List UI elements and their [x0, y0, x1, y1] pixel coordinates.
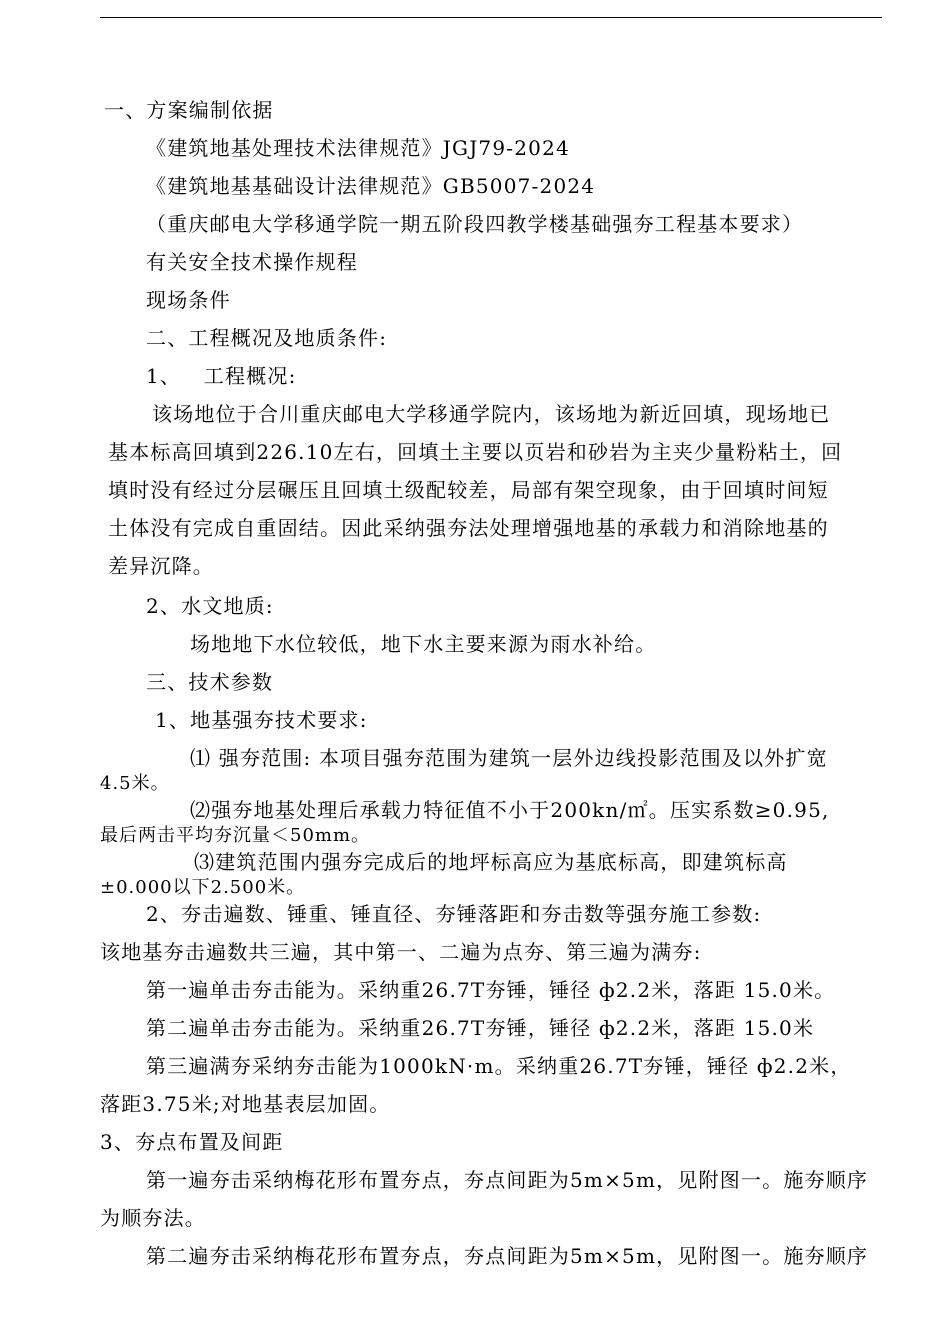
- heading-parameters: 三、技术参数: [146, 670, 274, 694]
- basis-item-3: （重庆邮电大学移通学院一期五阶段四教学楼基础强夯工程基本要求）: [146, 212, 804, 236]
- subheading-overview: 1、 工程概况:: [146, 364, 297, 388]
- pass-1-text: 第一遍单击夯击能为。采纳重26.7T夯锤，锤径 ф2.2米，落距 15.0米。: [146, 978, 836, 1002]
- requirement-2-line: ⑵强夯地基处理后承载力特征值不小于200kn/㎡。压实系数≥0.95,: [190, 798, 830, 822]
- layout-pass-2-line: 第二遍夯击采纳梅花形布置夯点，夯点间距为5m×5m，见附图一。施夯顺序: [146, 1244, 869, 1268]
- overview-paragraph-line: 基本标高回填到226.10左右，回填土主要以页岩和砂岩为主夹少量粉粘土，回: [108, 440, 843, 464]
- heading-basis: 一、方案编制依据: [104, 98, 274, 122]
- overview-paragraph-line: 差异沉降。: [108, 554, 214, 578]
- subheading-tamping-params: 2、夯击遍数、锤重、锤直径、夯锤落距和夯击数等强夯施工参数:: [146, 902, 762, 926]
- basis-item-5: 现场条件: [146, 288, 231, 312]
- requirement-2-line: 最后两击平均夯沉量＜50mm。: [100, 825, 371, 846]
- hydrology-text: 场地地下水位较低，地下水主要来源为雨水补给。: [190, 632, 657, 656]
- heading-overview: 二、工程概况及地质条件:: [146, 326, 388, 350]
- header-rule: [100, 17, 882, 18]
- basis-item-2: 《建筑地基基础设计法律规范》GB5007-2024: [146, 174, 596, 198]
- basis-item-4: 有关安全技术操作规程: [146, 250, 358, 274]
- subheading-hydrology: 2、水文地质:: [146, 594, 274, 618]
- pass-2-text: 第二遍单击夯击能为。采纳重26.7T夯锤，锤径 ф2.2米，落距 15.0米: [146, 1016, 815, 1040]
- subheading-requirements: 1、地基强夯技术要求:: [155, 708, 368, 732]
- basis-item-1: 《建筑地基处理技术法律规范》JGJ79-2024: [146, 136, 570, 160]
- overview-paragraph-line: 土体没有完成自重固结。因此采纳强夯法处理增强地基的承载力和消除地基的: [108, 516, 829, 540]
- requirement-1-line: ⑴ 强夯范围: 本项目强夯范围为建筑一层外边线投影范围及以外扩宽: [190, 746, 828, 770]
- requirement-3-line: ⑶建筑范围内强夯完成后的地坪标高应为基底标高，即建筑标高: [194, 850, 788, 874]
- requirement-1-line: 4.5米。: [100, 773, 170, 794]
- layout-pass-1-line: 为顺夯法。: [100, 1206, 206, 1230]
- pass-3-text-line: 落距3.75米;对地基表层加固。: [100, 1092, 391, 1116]
- overview-paragraph-line: 该场地位于合川重庆邮电大学移通学院内，该场地为新近回填，现场地已: [152, 402, 831, 426]
- pass-3-text-line: 第三遍满夯采纳夯击能为1000kN·m。采纳重26.7T夯锤，锤径 ф2.2米，: [146, 1054, 852, 1078]
- requirement-3-line: ±0.000以下2.500米。: [100, 877, 306, 898]
- subheading-layout: 3、夯点布置及间距: [100, 1130, 284, 1154]
- tamping-passes-intro: 该地基夯击遍数共三遍，其中第一、二遍为点夯、第三遍为满夯:: [100, 940, 702, 964]
- layout-pass-1-line: 第一遍夯击采纳梅花形布置夯点，夯点间距为5m×5m，见附图一。施夯顺序: [146, 1168, 869, 1192]
- overview-paragraph-line: 填时没有经过分层碾压且回填土级配较差，局部有架空现象，由于回填时间短: [108, 478, 829, 502]
